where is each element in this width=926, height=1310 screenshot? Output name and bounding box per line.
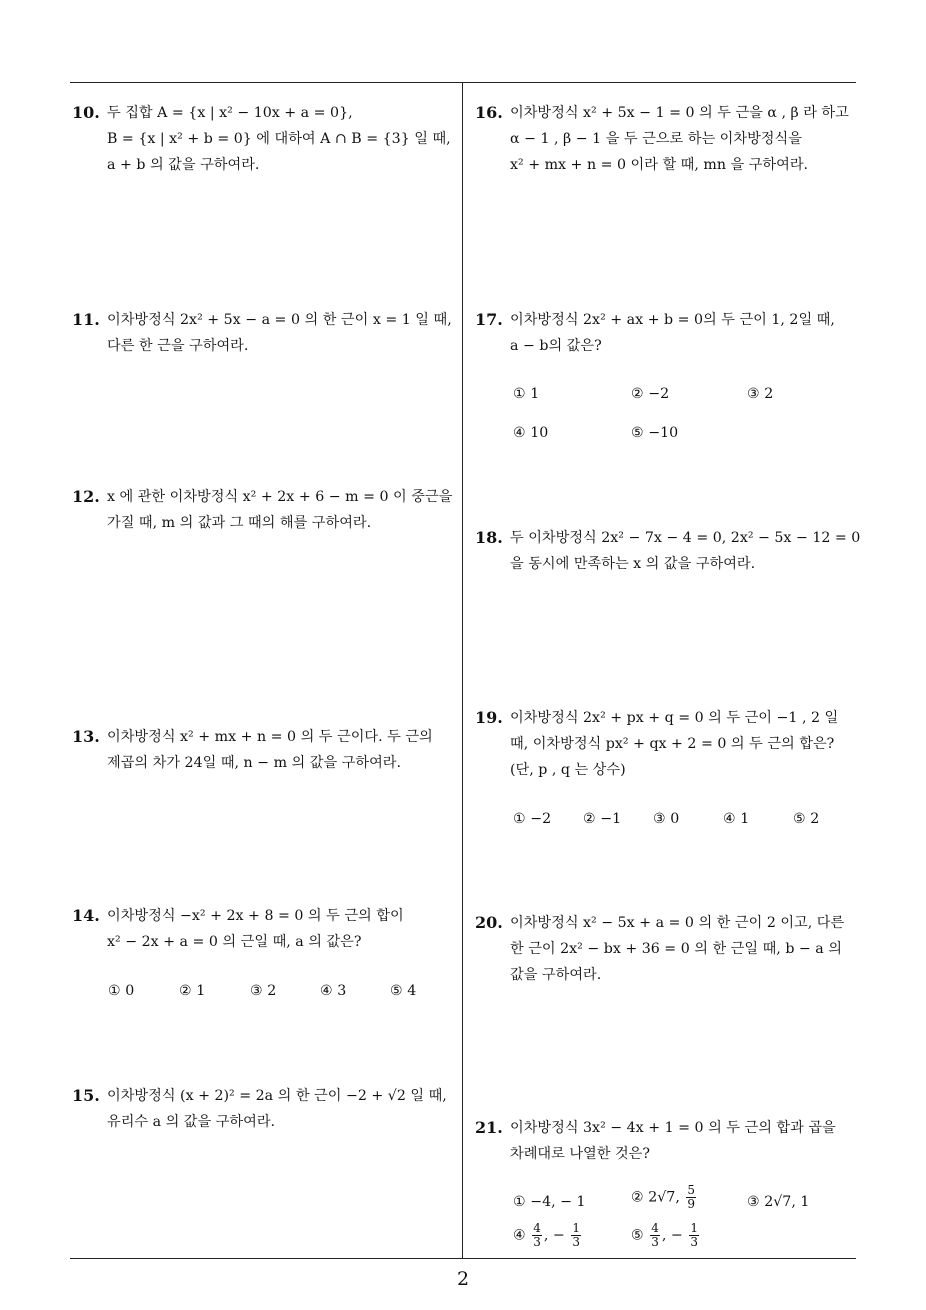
bottom-rule — [70, 1258, 856, 1259]
problem-text: 때, 이차방정식 px² + qx + 2 = 0 의 두 근의 합은? — [510, 736, 835, 752]
problem-text: 두 집합 A = {x | x² − 10x + a = 0}, — [107, 105, 353, 121]
problem-19 — [475, 705, 838, 783]
problem-text: 다른 한 근을 구하여라. — [107, 338, 249, 354]
problem-text: 가질 때, m 의 값과 그 때의 해를 구하여라. — [107, 515, 372, 531]
problem-text: 차례대로 나열한 것은? — [510, 1146, 650, 1162]
column-divider — [462, 83, 463, 1258]
choices-19 — [513, 811, 843, 831]
problem-text: x² + mx + n = 0 이라 할 때, mn 을 구하여라. — [510, 157, 809, 173]
problem-number: 15. — [72, 1086, 100, 1105]
choice-5[interactable]: ⑤ −10 — [631, 425, 679, 441]
problem-text: 이차방정식 2x² + ax + b = 0의 두 근이 1, 2일 때, — [510, 312, 835, 328]
numerator: 1 — [690, 1221, 698, 1235]
problem-15 — [72, 1083, 447, 1135]
problem-text: x 에 관한 이차방정식 x² + 2x + 6 − m = 0 이 중근을 — [107, 489, 453, 505]
separator: , − — [543, 1227, 565, 1244]
problem-text: (단, p , q 는 상수) — [510, 762, 626, 778]
fraction — [571, 1222, 581, 1249]
separator: , − — [661, 1227, 683, 1244]
problem-14 — [72, 903, 404, 955]
problem-text: a − b의 값은? — [510, 338, 602, 354]
problem-text: 이차방정식 x² − 5x + a = 0 의 한 근이 2 이고, 다른 — [510, 915, 845, 931]
problem-number: 12. — [72, 487, 100, 506]
fraction — [686, 1184, 696, 1211]
problem-text: 이차방정식 (x + 2)² = 2a 의 한 근이 −2 + √2 일 때, — [107, 1088, 447, 1104]
choice-mark: ④ — [513, 1227, 526, 1244]
problem-20 — [475, 910, 844, 988]
problem-21 — [475, 1115, 836, 1167]
problem-16 — [475, 100, 849, 178]
numerator: 4 — [651, 1221, 659, 1235]
problem-text: 을 동시에 만족하는 x 의 값을 구하여라. — [510, 556, 756, 572]
denominator: 3 — [572, 1235, 580, 1249]
choice-3[interactable]: ③ 2√7, 1 — [747, 1194, 810, 1210]
problem-10 — [72, 100, 451, 178]
problem-text: 이차방정식 2x² + 5x − a = 0 의 한 근이 x = 1 일 때, — [107, 312, 452, 328]
problem-number: 11. — [72, 310, 100, 329]
problem-text: 이차방정식 x² + mx + n = 0 의 두 근이다. 두 근의 — [107, 729, 433, 745]
problem-number: 17. — [475, 310, 503, 329]
denominator: 3 — [651, 1235, 659, 1249]
choice-mark: ② 2√7, — [631, 1189, 680, 1206]
problem-number: 16. — [475, 103, 503, 122]
problem-11 — [72, 307, 452, 359]
problem-text: α − 1 , β − 1 을 두 근으로 하는 이차방정식을 — [510, 131, 802, 147]
problem-number: 10. — [72, 103, 100, 122]
problem-number: 18. — [475, 528, 503, 547]
denominator: 9 — [687, 1197, 695, 1211]
problem-18 — [475, 525, 860, 577]
choices-17 — [513, 386, 843, 446]
fraction — [650, 1222, 660, 1249]
choice-1[interactable]: ① −2 — [513, 811, 552, 827]
choice-5[interactable]: ⑤ 2 — [793, 811, 820, 827]
choice-1[interactable]: ① 1 — [513, 386, 540, 402]
choice-2[interactable]: ② −1 — [583, 811, 622, 827]
problem-text: 제곱의 차가 24일 때, n − m 의 값을 구하여라. — [107, 755, 402, 771]
problem-text: a + b 의 값을 구하여라. — [107, 157, 260, 173]
top-rule — [70, 82, 856, 83]
choice-2[interactable]: ② 1 — [179, 983, 206, 999]
problem-text: x² − 2x + a = 0 의 근일 때, a 의 값은? — [107, 934, 362, 950]
problem-text: 이차방정식 −x² + 2x + 8 = 0 의 두 근의 합이 — [107, 908, 404, 924]
choices-14 — [108, 983, 448, 1003]
problem-text: 두 이차방정식 2x² − 7x − 4 = 0, 2x² − 5x − 12 = 0 — [510, 530, 861, 546]
problem-text: 이차방정식 3x² − 4x + 1 = 0 의 두 근의 합과 곱을 — [510, 1120, 836, 1136]
choice-1[interactable]: ① −4, − 1 — [513, 1194, 586, 1210]
choices-21 — [513, 1184, 843, 1256]
numerator: 1 — [572, 1221, 580, 1235]
fraction — [532, 1222, 542, 1249]
choice-3[interactable]: ③ 2 — [747, 386, 774, 402]
problem-number: 19. — [475, 708, 503, 727]
fraction — [689, 1222, 699, 1249]
numerator: 4 — [533, 1221, 541, 1235]
choice-5[interactable]: ⑤ 4 — [390, 983, 417, 999]
choice-mark: ⑤ — [631, 1227, 644, 1244]
problem-number: 20. — [475, 913, 503, 932]
choice-4[interactable]: ④ 10 — [513, 425, 549, 441]
choice-5[interactable] — [631, 1222, 701, 1249]
problem-text: 이차방정식 2x² + px + q = 0 의 두 근이 −1 , 2 일 — [510, 710, 839, 726]
problem-text: 값을 구하여라. — [510, 967, 602, 983]
problem-number: 21. — [475, 1118, 503, 1137]
problem-text: 이차방정식 x² + 5x − 1 = 0 의 두 근을 α , β 라 하고 — [510, 105, 849, 121]
numerator: 5 — [687, 1183, 695, 1197]
choice-3[interactable]: ③ 2 — [250, 983, 277, 999]
problem-17 — [475, 307, 835, 359]
denominator: 3 — [690, 1235, 698, 1249]
problem-13 — [72, 724, 433, 776]
choice-4[interactable]: ④ 3 — [320, 983, 347, 999]
problem-text: B = {x | x² + b = 0} 에 대하여 A ∩ B = {3} 일 때, — [107, 131, 451, 147]
problem-number: 13. — [72, 727, 100, 746]
page-number: 2 — [456, 1268, 470, 1290]
choice-1[interactable]: ① 0 — [108, 983, 135, 999]
choice-4[interactable] — [513, 1222, 583, 1249]
choice-3[interactable]: ③ 0 — [653, 811, 680, 827]
denominator: 3 — [533, 1235, 541, 1249]
problem-12 — [72, 484, 452, 536]
choice-2[interactable]: ② −2 — [631, 386, 670, 402]
problem-number: 14. — [72, 906, 100, 925]
problem-text: 유리수 a 의 값을 구하여라. — [107, 1114, 276, 1130]
choice-4[interactable]: ④ 1 — [723, 811, 750, 827]
choice-2[interactable] — [631, 1184, 698, 1211]
problem-text: 한 근이 2x² − bx + 36 = 0 의 한 근일 때, b − a 의 — [510, 941, 842, 957]
